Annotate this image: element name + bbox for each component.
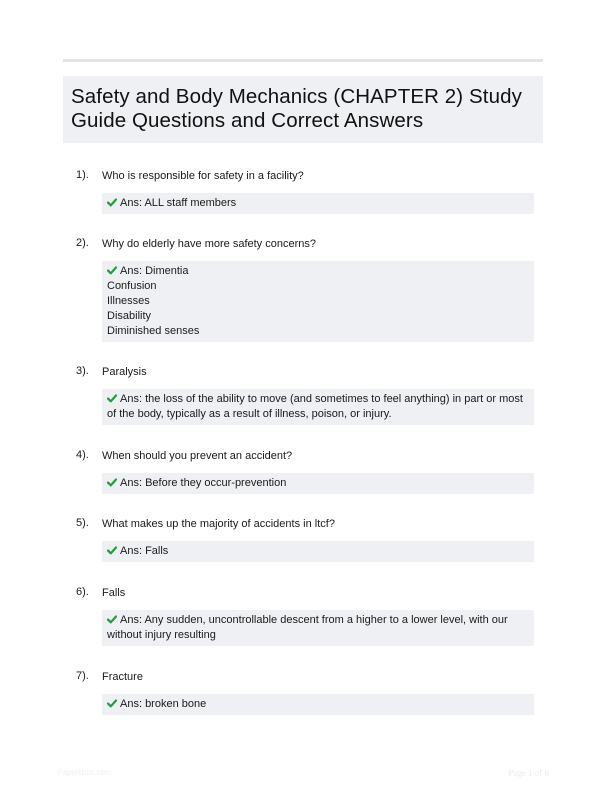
answer-text: Ans: ALL staff members (120, 197, 237, 209)
question-number: 6). (76, 586, 89, 598)
question-number: 7). (76, 670, 89, 682)
answer-text: Diminished senses (107, 325, 200, 337)
question-text: Fracture (102, 671, 143, 683)
answer-text: Illnesses (107, 295, 150, 307)
question-text: Why do elderly have more safety concerns? (102, 238, 316, 250)
footer-watermark: Paperlibtic.com (57, 768, 112, 777)
answer-box (102, 694, 534, 715)
question-number: 4). (76, 449, 89, 461)
answer-text: Ans: the loss of the ability to move (and sometimes to feel anything) in part or most of the body, typically as a result of illness, poison, or injury. (107, 393, 523, 420)
question-text: Paralysis (102, 366, 147, 378)
question-text: Who is responsible for safety in a facility? (102, 170, 304, 182)
check-icon (107, 198, 117, 207)
answer-text: Ans: Before they occur-prevention (120, 477, 287, 489)
answer-text: Ans: Any sudden, uncontrollable descent from a higher to a lower level, with our without injury resulting (107, 614, 508, 641)
answer-text: Disability (107, 310, 152, 322)
answer-box (102, 389, 534, 425)
answer-box (102, 193, 534, 214)
question-number: 1). (76, 169, 89, 181)
check-icon (107, 478, 117, 487)
question-number: 2). (76, 237, 89, 249)
question-text: When should you prevent an accident? (102, 450, 293, 462)
answer-box (102, 473, 534, 494)
question-number: 5). (76, 517, 89, 529)
header-divider (63, 59, 543, 62)
check-icon (107, 546, 117, 555)
check-icon (107, 266, 117, 275)
page-title: Safety and Body Mechanics (CHAPTER 2) Study Guide Questions and Correct Answers (71, 85, 522, 132)
page-number: Page 1 of 6 (508, 768, 549, 778)
question-text: Falls (102, 587, 126, 599)
check-icon (107, 699, 117, 708)
answer-box (102, 541, 534, 562)
answer-text: Ans: Dimentia (120, 265, 189, 277)
answer-box (102, 610, 534, 646)
title-banner (63, 76, 543, 143)
answer-text: Ans: broken bone (120, 698, 207, 710)
answer-box (102, 261, 534, 342)
question-number: 3). (76, 365, 89, 377)
answer-text: Confusion (107, 280, 157, 292)
check-icon (107, 394, 117, 403)
check-icon (107, 615, 117, 624)
question-text: What makes up the majority of accidents in ltcf? (102, 518, 335, 530)
answer-text: Ans: Falls (120, 545, 169, 557)
